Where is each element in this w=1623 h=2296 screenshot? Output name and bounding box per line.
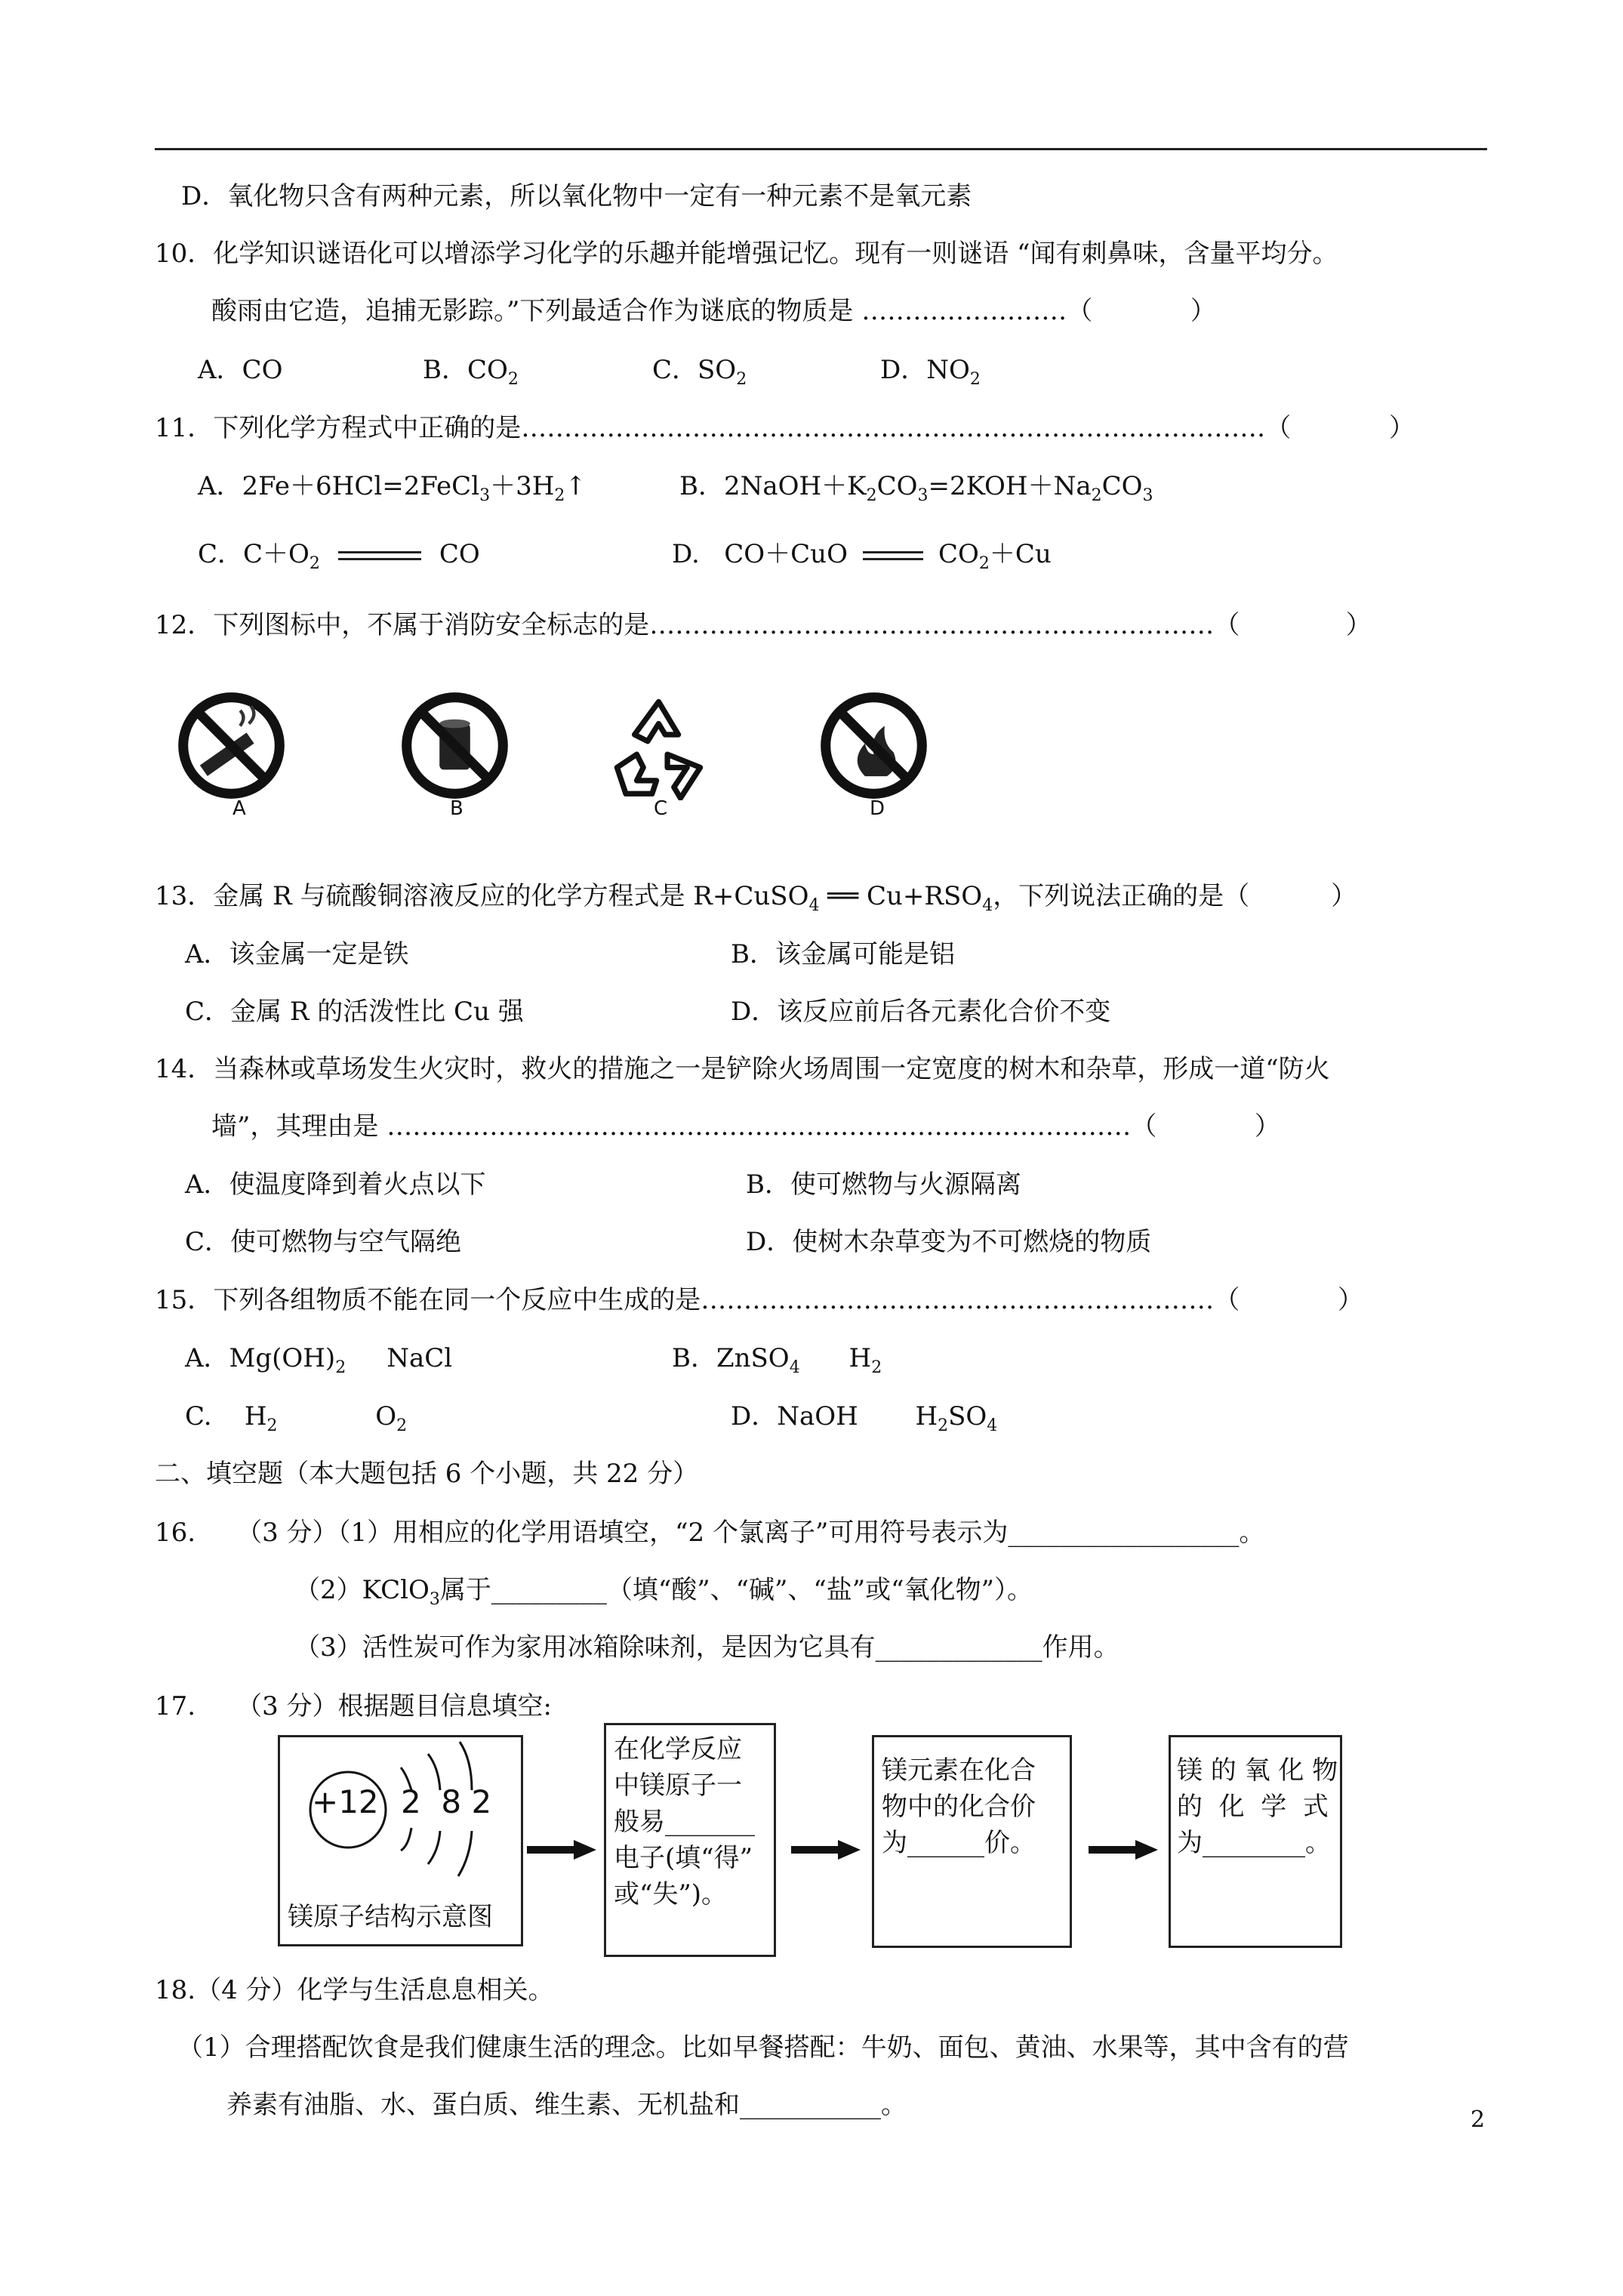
diagram-caption: 镁原子结构示意图	[288, 1902, 493, 1932]
section-heading: 二、填空题（本大题包括 6 个小题，共 22 分）	[155, 1459, 699, 1489]
no-smoking-sign-icon	[177, 691, 286, 800]
electron-shells: 2 8 2	[401, 1783, 492, 1820]
sign-label-b: B	[450, 797, 463, 820]
q15-stem: 15．下列各组物质不能在同一个反应中生成的是……………………………………………………（ ）	[155, 1285, 1363, 1315]
q17-box3-text: 镁元素在化合 物中的化合价 为______价。	[882, 1755, 1036, 1858]
q18-line2: 养素有油脂、水、蛋白质、维生素、无机盐和___________。	[226, 2090, 907, 2120]
arrow-right-icon	[527, 1840, 596, 1860]
q12-stem: 12．下列图标中，不属于消防安全标志的是…………………………………………………………（ ）	[155, 610, 1372, 640]
sign-label-d: D	[870, 797, 885, 820]
q10-option-d: D．$NO_2$	[880, 355, 981, 389]
q16-line2: （2）KClO$_3$属于_________（填“酸”、“碱”、“盐”或“氧化物”）。	[294, 1575, 1033, 1609]
q10-option-c: C．$SO_2$	[652, 355, 747, 389]
q13-option-d: D．该反应前后各元素化合价不变	[731, 997, 1111, 1027]
recycling-symbol-icon	[604, 691, 713, 800]
q17-box2-text: 在化学反应 中镁原子一 般易_______ 电子(填“得” 或“失”)。	[614, 1734, 755, 1909]
q14-stem-line1: 14．当森林或草场发生火灾时，救火的措施之一是铲除火场周围一定宽度的树木和杂草，形成一道“防火	[155, 1054, 1330, 1084]
q13-option-b: B．该金属可能是铝	[731, 939, 955, 969]
q17-box4-text: 镁 的 氧 化 物 的 化 学 式 为________。	[1177, 1755, 1338, 1858]
no-flammable-storage-sign-icon	[400, 691, 510, 800]
q17-box-valence	[872, 1735, 1072, 1948]
q13-stem: 13．金属 R 与硫酸铜溶液反应的化学方程式是 R+CuSO$_4$ ══ $Cu+RSO_4$，下列说法正确的是（ ）	[155, 881, 1357, 915]
q10-stem-line2: 酸雨由它造，追捕无影踪。”下列最适合作为谜底的物质是 ……………………（ ）	[211, 296, 1216, 326]
q14-option-c: C．使可燃物与空气隔绝	[185, 1227, 462, 1257]
sign-label-a: A	[233, 797, 246, 820]
q11-option-d: D. CO＋CuO $CO_2+Cu$	[672, 539, 1052, 573]
q11-option-b: B．$2NaOH+K_2CO_3=2KOH+Na_2CO_3$	[679, 471, 1153, 505]
sign-label-c: C	[654, 797, 668, 820]
q13-option-c: C．金属 R 的活泼性比 Cu 强	[185, 997, 524, 1027]
nucleus-charge: +12	[312, 1783, 379, 1820]
q13-option-a: A．该金属一定是铁	[185, 939, 409, 969]
q17-box-oxide-formula	[1169, 1735, 1342, 1948]
no-open-flame-sign-icon	[819, 691, 929, 800]
q16-line3: （3）活性炭可作为家用冰箱除味剂，是因为它具有_____________作用。	[294, 1632, 1119, 1663]
q9-option-d: D．氧化物只含有两种元素，所以氧化物中一定有一种元素不是氧元素	[181, 181, 972, 211]
q15-option-b: B．ZnSO$_4$ $H_2$	[672, 1343, 882, 1377]
q11-option-a: A．$2Fe+6HCl=2FeCl_3+3H_2↑$	[198, 471, 587, 505]
q14-option-d: D．使树木杂草变为不可燃烧的物质	[746, 1227, 1152, 1257]
header-rule	[155, 148, 1487, 150]
q11-option-c: C．$C+O_2$ CO	[198, 539, 480, 573]
atomic-structure-diagram	[278, 1735, 523, 1946]
equation-bar	[338, 551, 421, 560]
q17-box-electron-gain-loss	[604, 1723, 776, 1957]
arrow-right-icon	[1089, 1840, 1158, 1860]
q18-stem: 18.（4 分）化学与生活息息相关。	[155, 1975, 554, 2005]
q16-line1: 16. （3 分）（1）用相应的化学用语填空，“2 个氯离子”可用符号表示为__________________。	[155, 1518, 1265, 1548]
q17-stem: 17. （3 分）根据题目信息填空:	[155, 1691, 553, 1721]
q11-stem: 11．下列化学方程式中正确的是……………………………………………………………………………（ ）	[155, 413, 1415, 443]
q18-line1: （1）合理搭配饮食是我们健康生活的理念。比如早餐搭配：牛奶、面包、黄油、水果等，其中含有的营	[177, 2032, 1349, 2063]
q10-option-a: A．CO	[198, 355, 283, 385]
page-number: 2	[1471, 2106, 1486, 2133]
q10-option-b: B．$CO_2$	[423, 355, 519, 389]
equation-bar	[863, 551, 923, 560]
q14-option-a: A．使温度降到着火点以下	[185, 1170, 486, 1200]
q15-option-a: A．$Mg(OH)_2$ NaCl	[185, 1343, 453, 1377]
q14-stem-line2: 墙”，其理由是 ……………………………………………………………………………（ ）	[211, 1111, 1280, 1142]
q15-option-d: D．NaOH $H_2SO_4$	[731, 1401, 998, 1435]
arrow-right-icon	[791, 1840, 861, 1860]
q14-option-b: B．使可燃物与火源隔离	[746, 1170, 1021, 1200]
q10-stem-line1: 10．化学知识谜语化可以增添学习化学的乐趣并能增强记忆。现有一则谜语 “闻有刺鼻味，含量平均分。	[155, 239, 1338, 269]
q15-option-c: C. $H_2$ $O_2$	[185, 1401, 408, 1435]
